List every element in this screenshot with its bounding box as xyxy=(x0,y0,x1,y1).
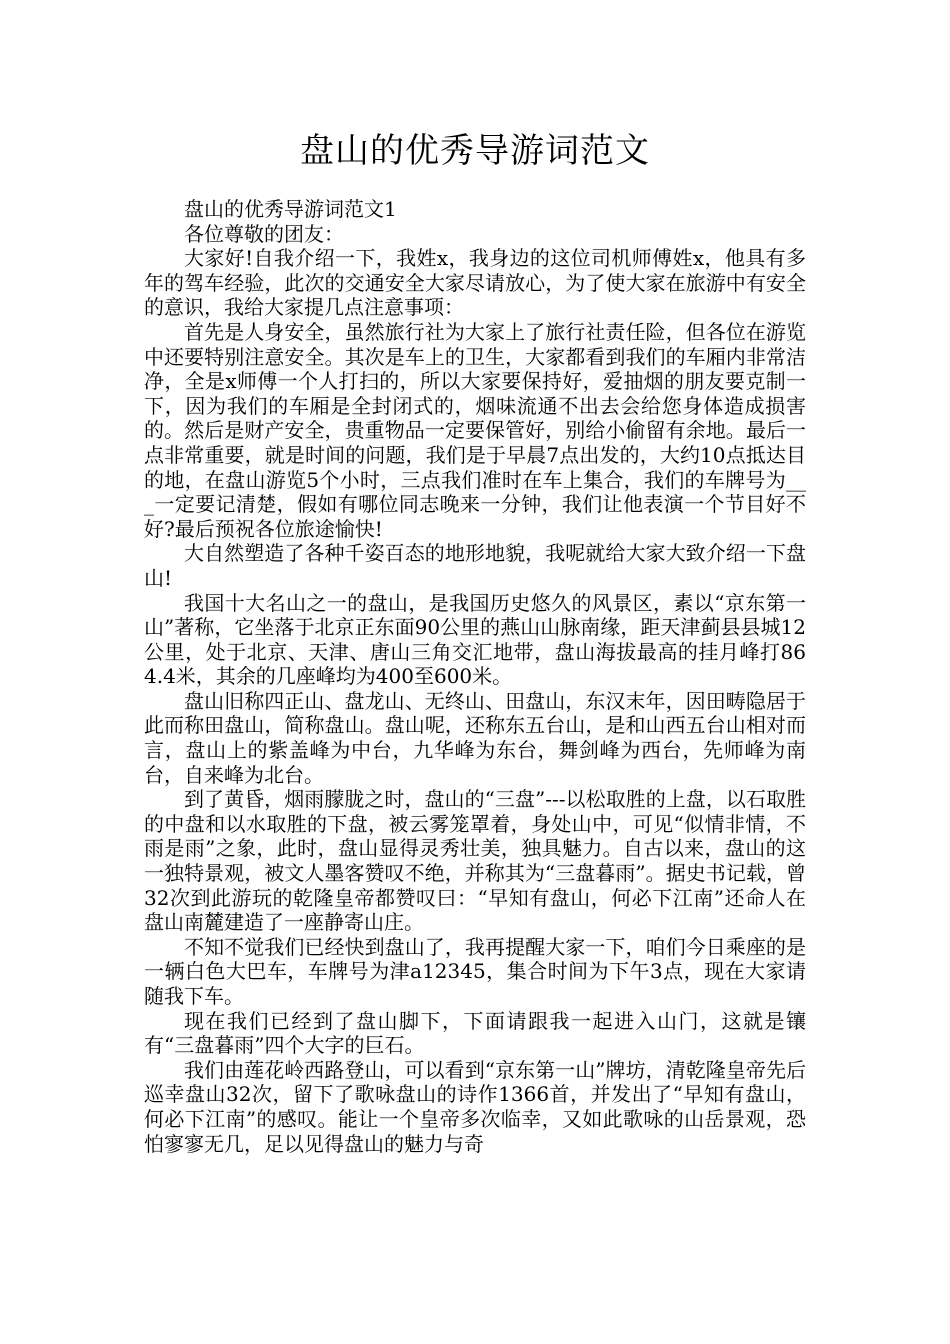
subtitle-paragraph: 盘山的优秀导游词范文1 xyxy=(184,197,397,221)
body-paragraph: 首先是人身安全，虽然旅行社为大家上了旅行社责任险，但各位在游览中还要特别注意安全。其次是车上的卫生，大家都看到我们的车厢内非常洁净，全是x师傅一个人打扫的，所以大家要保持好，爱抽烟的朋友要克制一下，因为我们的车厢是全封闭式的，烟味流通不出去会给您身体造成损害的。然后是财产安全，贵重物品一定要保管好，别给小偷留有余地。最后一点非常重要，就是时间的问题，我们是于早晨7点出发的，大约10点抵达目的地，在盘山游览5个小时，三点我们准时在车上集合，我们的车牌号为___一定要记清楚，假如有哪位同志晚来一分钟，我们让他表演一个节目好不好?最后预祝各位旅途愉快! xyxy=(144,319,806,541)
greeting-paragraph: 各位尊敬的团友： xyxy=(184,221,344,246)
body-paragraph: 不知不觉我们已经快到盘山了，我再提醒大家一下，咱们今日乘座的是一辆白色大巴车，车牌号为津a12345，集合时间为下午3点，现在大家请随我下车。 xyxy=(144,934,806,1008)
body-paragraph: 我们由莲花岭西路登山，可以看到“京东第一山”牌坊，清乾隆皇帝先后巡幸盘山32次，留下了歌咏盘山的诗作1366首，并发出了“早知有盘山，何必下江南”的感叹。能让一个皇帝多次临幸，又如此歌咏的山岳景观，恐怕寥寥无几，足以见得盘山的魅力与奇 xyxy=(144,1057,806,1156)
body-paragraph: 现在我们已经到了盘山脚下，下面请跟我一起进入山门，这就是镶有“三盘暮雨”四个大字的巨石。 xyxy=(144,1008,806,1058)
body-paragraph: 大自然塑造了各种千姿百态的地形地貌，我呢就给大家大致介绍一下盘山! xyxy=(144,541,806,590)
document-body xyxy=(144,197,806,1156)
page-title: 盘山的优秀导游词范文 xyxy=(300,131,650,171)
body-paragraph: 到了黄昏，烟雨朦胧之时，盘山的“三盘”---以松取胜的上盘，以石取胜的中盘和以水取胜的下盘，被云雾笼罩着，身处山中，可见“似情非情，不雨是雨”之象，此时，盘山显得灵秀壮美，独具魅力。自古以来，盘山的这一独特景观，被文人墨客赞叹不绝，并称其为“三盘暮雨”。据史书记载，曾32次到此游玩的乾隆皇帝都赞叹曰：“早知有盘山，何必下江南”还命人在盘山南麓建造了一座静寄山庄。 xyxy=(144,787,806,935)
body-paragraph: 大家好!自我介绍一下，我姓x，我身边的这位司机师傅姓x，他具有多年的驾车经验，此次的交通安全大家尽请放心，为了使大家在旅游中有安全的意识，我给大家提几点注意事项： xyxy=(144,246,806,320)
body-paragraph: 我国十大名山之一的盘山，是我国历史悠久的风景区，素以“京东第一山”著称，它坐落于北京正东面90公里的燕山山脉南缘，距天津蓟县县城12公里，处于北京、天津、唐山三角交汇地带，盘山海拔最高的挂月峰打864.4米，其余的几座峰均为400至600米。 xyxy=(144,590,806,689)
body-paragraph: 盘山旧称四正山、盘龙山、无终山、田盘山，东汉末年，因田畴隐居于此而称田盘山，简称盘山。盘山呢，还称东五台山，是和山西五台山相对而言，盘山上的紫盖峰为中台，九华峰为东台，舞剑峰为西台，先师峰为南台，自来峰为北台。 xyxy=(144,688,806,787)
